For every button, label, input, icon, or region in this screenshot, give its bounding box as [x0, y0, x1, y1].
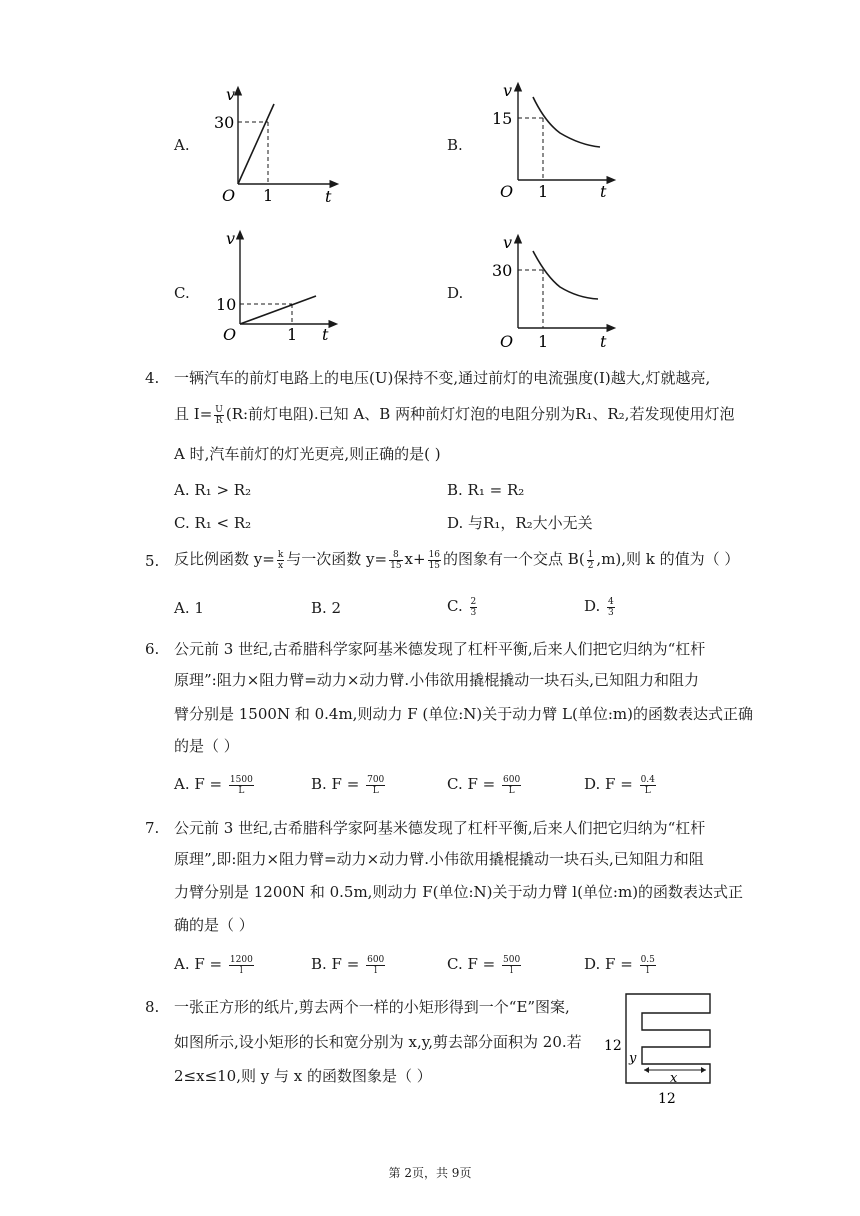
- x-tick-label: 1: [287, 325, 298, 344]
- option-d-label: D.: [447, 284, 464, 302]
- graph-option-d: [490, 232, 620, 352]
- origin-label: O: [500, 182, 514, 200]
- question-6-number: 6.: [145, 640, 160, 658]
- question-4-option-b[interactable]: B. R₁ = R₂: [447, 481, 525, 499]
- question-8-number: 8.: [145, 998, 160, 1016]
- question-8-line-3: 2≤x≤10,则 y 与 x 的函数图象是（ ）: [174, 1067, 432, 1085]
- x-tick-label: 1: [538, 332, 549, 351]
- v-axis-label: v: [226, 229, 236, 248]
- y-tick-label: 10: [216, 295, 237, 314]
- side-length-label: 12: [604, 1038, 622, 1054]
- t-axis-label: t: [322, 325, 329, 344]
- question-6-option-c[interactable]: C. F = $\frac{600}{L}$: [447, 774, 521, 796]
- t-axis-label: t: [600, 182, 607, 200]
- fraction-u-over-r: $\frac{U}{R}$: [215, 404, 223, 426]
- question-5-number: 5.: [145, 552, 160, 570]
- page-footer: 第 2页，共 9页: [388, 1166, 472, 1180]
- x-tick-label: 1: [538, 182, 549, 200]
- question-8-line-1: 一张正方形的纸片,剪去两个一样的小矩形得到一个“E”图案,: [174, 998, 570, 1016]
- question-7-option-b[interactable]: B. F = $\frac{600}{l}$: [311, 954, 385, 976]
- graph-option-a: [210, 84, 340, 204]
- question-6-option-d[interactable]: D. F = $\frac{0.4}{L}$: [584, 774, 655, 796]
- origin-label: O: [500, 332, 514, 351]
- question-4-option-c[interactable]: C. R₁ < R₂: [174, 514, 252, 532]
- v-axis-label: v: [503, 233, 513, 252]
- question-7-option-a[interactable]: A. F = $\frac{1200}{l}$: [174, 954, 253, 976]
- question-7-option-c[interactable]: C. F = $\frac{500}{l}$: [447, 954, 521, 976]
- question-4-line-2: [174, 404, 734, 426]
- question-7-line-3: 力臂分别是 1200N 和 0.5m,则动力 F(单位:N)关于动力臂 l(单位:m)的函数表达式正: [174, 883, 744, 901]
- question-7-number: 7.: [145, 819, 160, 837]
- y-label: y: [629, 1051, 637, 1066]
- question-4-number: 4.: [145, 369, 160, 387]
- question-5-option-a[interactable]: A. 1: [174, 599, 204, 617]
- origin-label: O: [223, 325, 237, 344]
- question-6-line-4: 的是（ ）: [174, 737, 239, 755]
- question-7-option-d[interactable]: D. F = $\frac{0.5}{l}$: [584, 954, 655, 976]
- question-4-line-3: A 时,汽车前灯的灯光更亮,则正确的是( ): [174, 445, 441, 463]
- e-shape-figure: [600, 990, 720, 1110]
- bottom-length-label: 12: [658, 1091, 676, 1107]
- question-5-stem: 反比例函数 y= $\frac{k}{x}$ 与一次函数 y= $\frac{8}{15}$ x+ $\frac{16}{15}$ 的图象有一个交点 B( $\frac{1}{2}$ ,m),则 k 的值为（ ）: [174, 549, 740, 571]
- question-6-option-a[interactable]: A. F = $\frac{1500}{L}$: [174, 774, 253, 796]
- y-tick-label: 30: [214, 113, 235, 132]
- question-4-option-d[interactable]: D. 与R₁，R₂大小无关: [447, 514, 593, 532]
- question-6-line-3: 臂分别是 1500N 和 0.4m,则动力 F (单位:N)关于动力臂 L(单位:m)的函数表达式正确: [174, 705, 753, 723]
- x-tick-label: 1: [263, 186, 274, 204]
- question-5-option-c[interactable]: C. $\frac{2}{3}$: [447, 596, 477, 618]
- option-b-label: B.: [447, 136, 463, 154]
- question-4-line-1: 一辆汽车的前灯电路上的电压(U)保持不变,通过前灯的电流强度(I)越大,灯就越亮,: [174, 369, 711, 387]
- option-a-label: A.: [174, 136, 190, 154]
- x-label: x: [670, 1071, 678, 1086]
- question-7-line-2: 原理”,即:阻力×阻力臂=动力×动力臂.小伟欲用撬棍撬动一块石头,已知阻力和阻: [174, 850, 704, 868]
- question-7-line-4: 确的是（ ）: [174, 916, 254, 934]
- t-axis-label: t: [325, 187, 332, 204]
- question-7-line-1: 公元前 3 世纪,古希腊科学家阿基米德发现了杠杆平衡,后来人们把它归纳为“杠杆: [174, 819, 706, 837]
- question-5-option-d[interactable]: D. $\frac{4}{3}$: [584, 596, 614, 618]
- v-axis-label: v: [226, 85, 236, 104]
- q4-text-b: (R:前灯电阻).已知 A、B 两种前灯灯泡的电阻分别为R₁、R₂,若发现使用灯泡: [225, 405, 735, 423]
- question-6-option-b[interactable]: B. F = $\frac{700}{L}$: [311, 774, 385, 796]
- y-tick-label: 15: [492, 109, 513, 128]
- t-axis-label: t: [600, 332, 607, 351]
- question-4-option-a[interactable]: A. R₁ > R₂: [174, 481, 252, 499]
- graph-option-b: [490, 80, 620, 200]
- question-6-line-2: 原理”:阻力×阻力臂=动力×动力臂.小伟欲用撬棍撬动一块石头,已知阻力和阻力: [174, 671, 699, 689]
- question-8-line-2: 如图所示,设小矩形的长和宽分别为 x,y,剪去部分面积为 20.若: [174, 1033, 582, 1051]
- graph-option-c: [212, 228, 342, 348]
- q4-text-a: 且 I=: [174, 405, 213, 423]
- question-5-option-b[interactable]: B. 2: [311, 599, 342, 617]
- origin-label: O: [222, 186, 236, 204]
- v-axis-label: v: [503, 81, 513, 100]
- y-tick-label: 30: [492, 261, 513, 280]
- option-c-label: C.: [174, 284, 190, 302]
- question-6-line-1: 公元前 3 世纪,古希腊科学家阿基米德发现了杠杆平衡,后来人们把它归纳为“杠杆: [174, 640, 706, 658]
